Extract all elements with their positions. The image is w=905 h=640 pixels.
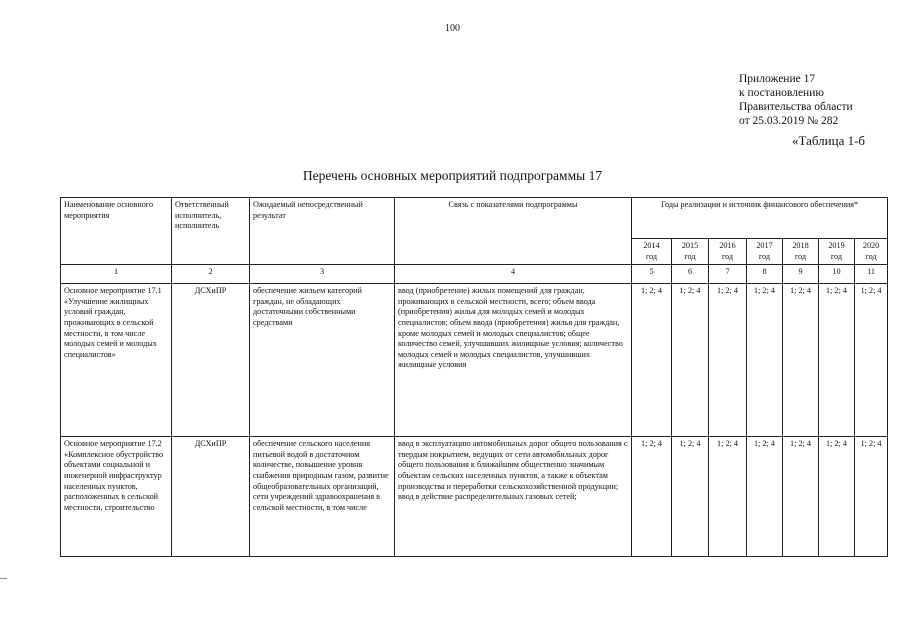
margin-tick — [0, 578, 7, 579]
header-row — [61, 198, 888, 239]
appendix-line: к постановлению — [739, 87, 824, 99]
appendix-line: Приложение 17 — [739, 73, 816, 85]
year-unit: год — [721, 251, 734, 261]
column-number: 2 — [172, 265, 250, 284]
year-cell — [672, 239, 709, 265]
table-row — [61, 284, 888, 437]
financing-cell: 1; 2; 4 — [819, 437, 855, 557]
year-value: 2016 — [719, 241, 736, 250]
year-cell — [632, 239, 672, 265]
header-years-group: Годы реализации и источник финансового обеспечения* — [632, 198, 888, 239]
financing-cell: 1; 2; 4 — [783, 437, 819, 557]
year-cell — [783, 239, 819, 265]
column-number-row — [61, 265, 888, 284]
year-cell — [709, 239, 747, 265]
header-name: Наименование основного мероприятия — [61, 198, 172, 265]
year-value: 2014 — [643, 241, 660, 250]
year-cell — [819, 239, 855, 265]
financing-cell: 1; 2; 4 — [855, 437, 888, 557]
financing-cell: 1; 2; 4 — [855, 284, 888, 437]
table-row — [61, 437, 888, 557]
document-title: Перечень основных мероприятий подпрограммы 17 — [302, 168, 603, 183]
column-number: 11 — [855, 265, 888, 284]
year-unit: год — [758, 251, 771, 261]
column-number: 1 — [61, 265, 172, 284]
column-number: 5 — [632, 265, 672, 284]
year-unit: год — [830, 251, 843, 261]
column-number: 10 — [819, 265, 855, 284]
measure-executor: ДСХиПР — [172, 284, 250, 437]
column-number: 6 — [672, 265, 709, 284]
year-value: 2018 — [792, 241, 809, 250]
table-reference: «Таблица 1-б — [792, 133, 866, 148]
column-number: 7 — [709, 265, 747, 284]
financing-cell: 1; 2; 4 — [632, 437, 672, 557]
financing-cell: 1; 2; 4 — [632, 284, 672, 437]
column-number: 3 — [250, 265, 395, 284]
column-number: 4 — [395, 265, 632, 284]
year-value: 2020 — [862, 241, 880, 250]
financing-cell: 1; 2; 4 — [709, 284, 747, 437]
measure-name: Основное мероприятие 17.2 «Комплексное обустройство объектами социальной и инженерной инфраструктур населенных пунктов, расположенных в сельской местности, строительство — [61, 437, 172, 557]
financing-cell: 1; 2; 4 — [672, 437, 709, 557]
measure-indicators: ввод в эксплуатацию автомобильных дорог общего пользования с твердым покрытием, ведущих от сети автомобильных дорог общего пользования к ближайшим общественно значимым объектам сельских населенных пунктов, а также к объектам производства и переработки сельскохозяйственной продукции; ввод в действие распределительных газовых сетей; — [395, 437, 632, 557]
year-cell — [747, 239, 783, 265]
year-unit: год — [865, 251, 877, 261]
measure-result: обеспечение жильем категорий граждан, не обладающих достаточными собственными средствами — [250, 284, 395, 437]
year-cell — [855, 239, 888, 265]
page-number: 100 — [445, 23, 460, 34]
financing-cell: 1; 2; 4 — [672, 284, 709, 437]
financing-cell: 1; 2; 4 — [783, 284, 819, 437]
column-number: 8 — [747, 265, 783, 284]
measure-result: обеспечение сельского населения питьевой водой в достаточном количестве, повышение уровня снабжения природным газом, развитие общеобразовательных организаций, сети учреждений здравоохранения в сельской местности, в том числе — [250, 437, 395, 557]
year-unit: год — [684, 251, 696, 261]
financing-cell: 1; 2; 4 — [819, 284, 855, 437]
appendix-line: от 25.03.2019 № 282 — [739, 115, 839, 127]
column-number: 9 — [783, 265, 819, 284]
appendix-note — [739, 72, 853, 128]
measure-name: Основное мероприятие 17.1 «Улучшение жилищных условий граждан, проживающих в сельской местности, в том числе молодых семей и молодых специалистов» — [61, 284, 172, 437]
financing-cell: 1; 2; 4 — [747, 437, 783, 557]
measure-executor: ДСХиПР — [172, 437, 250, 557]
year-unit: год — [794, 251, 807, 261]
header-executor: Ответственный исполнитель, исполнитель — [172, 198, 250, 265]
financing-cell: 1; 2; 4 — [747, 284, 783, 437]
year-value: 2019 — [828, 241, 845, 250]
year-value: 2017 — [756, 241, 773, 250]
header-result: Ожидаемый непосредственный результат — [250, 198, 395, 265]
financing-cell: 1; 2; 4 — [709, 437, 747, 557]
measures-table — [60, 197, 888, 557]
year-unit: год — [645, 251, 658, 261]
appendix-line: Правительства области — [739, 101, 853, 113]
measure-indicators: ввод (приобретение) жилых помещений для граждан, проживающих в сельской местности, всего; объем ввода (приобретения) жилья для молодых семей и молодых специалистов; объем ввода (приобретения) жилья для граждан, кроме молодых семей и молодых специалистов; общее количество семей, улучшивших жилищные условия; количество молодых семей и молодых специалистов, улучшивших жилищные условия — [395, 284, 632, 437]
header-indicators: Связь с показателями подпрограммы — [395, 198, 632, 265]
year-value: 2015 — [681, 241, 699, 250]
